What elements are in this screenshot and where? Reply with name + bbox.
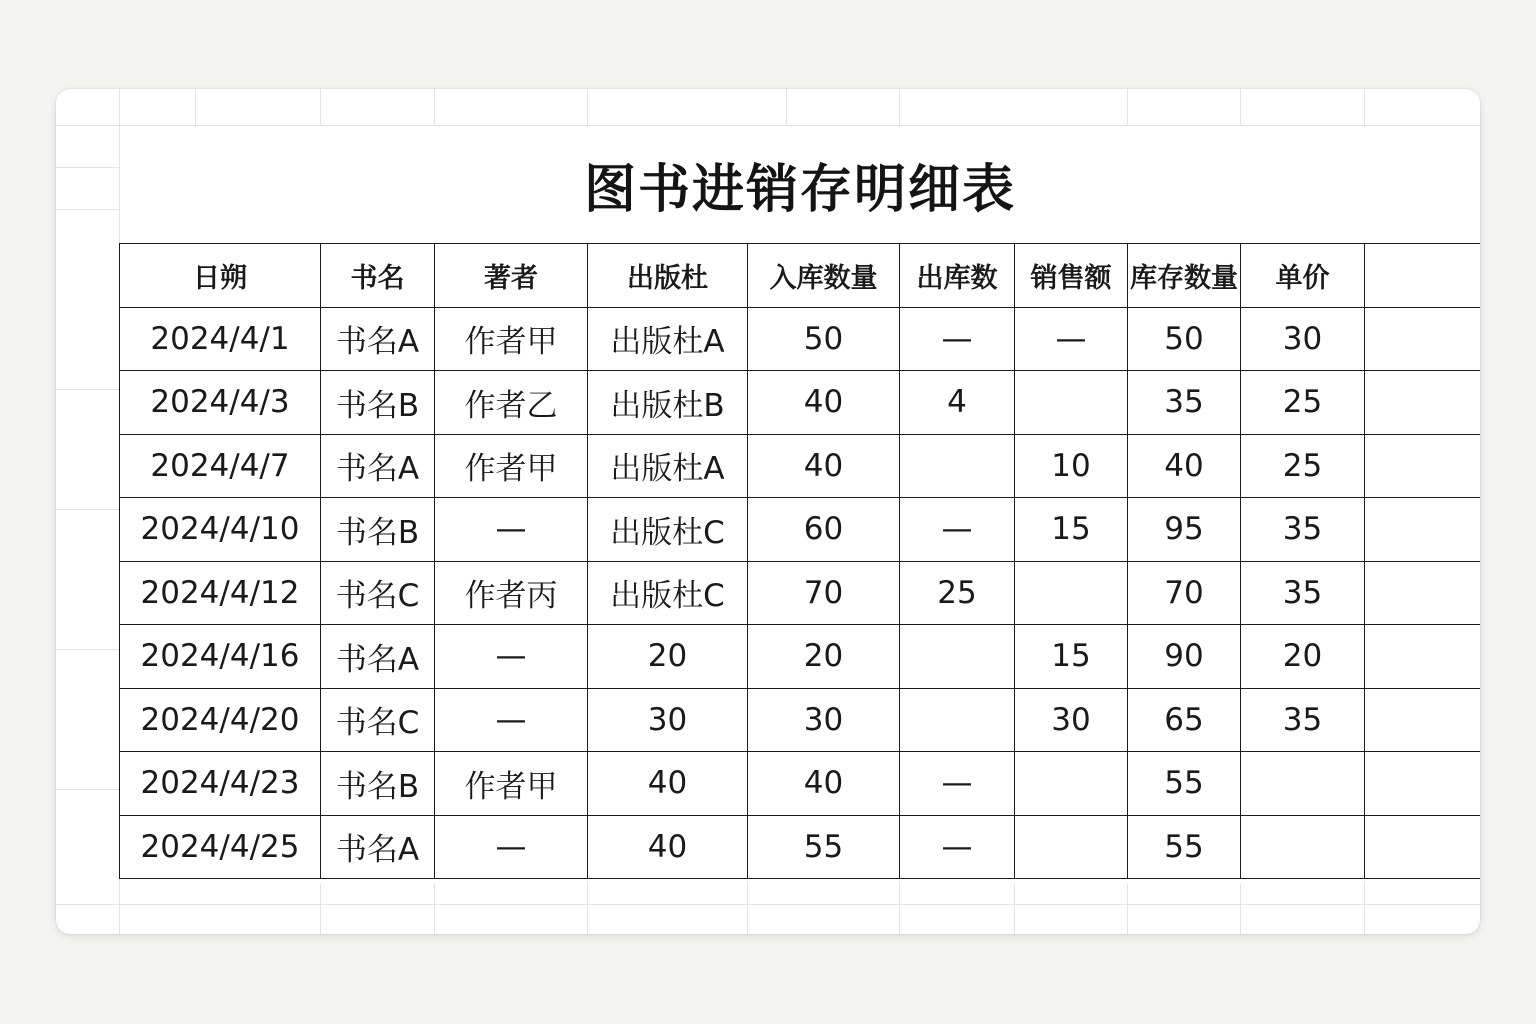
- table-cell[interactable]: 25: [1241, 434, 1365, 498]
- table-cell[interactable]: 作者甲: [435, 752, 588, 816]
- column-header[interactable]: 入库数量: [748, 244, 900, 308]
- table-cell[interactable]: 书名A: [321, 625, 435, 689]
- table-cell[interactable]: 25: [1241, 371, 1365, 435]
- column-header[interactable]: 销售额: [1015, 244, 1128, 308]
- table-cell[interactable]: 2024/4/23: [120, 752, 321, 816]
- grid-line: [1364, 89, 1365, 125]
- table-cell[interactable]: —: [435, 688, 588, 752]
- table-cell[interactable]: 2024/4/3: [120, 371, 321, 435]
- table-cell[interactable]: 书名C: [321, 688, 435, 752]
- table-cell[interactable]: 25: [900, 561, 1015, 625]
- grid-line: [1014, 883, 1015, 934]
- column-header[interactable]: [1365, 244, 1481, 308]
- table-cell[interactable]: 出版杜C: [588, 561, 748, 625]
- table-cell[interactable]: 20: [588, 625, 748, 689]
- grid-line: [56, 389, 119, 390]
- grid-line: [1127, 883, 1128, 934]
- table-cell[interactable]: 55: [1128, 752, 1241, 816]
- column-header[interactable]: 单价: [1241, 244, 1365, 308]
- table-cell[interactable]: 35: [1241, 561, 1365, 625]
- table-cell[interactable]: —: [900, 752, 1015, 816]
- table-row: [120, 561, 1481, 625]
- table-cell[interactable]: 15: [1015, 625, 1128, 689]
- table-cell[interactable]: 作者乙: [435, 371, 588, 435]
- table-cell[interactable]: 2024/4/10: [120, 498, 321, 562]
- grid-line: [56, 649, 119, 650]
- table-row: [120, 688, 1481, 752]
- grid-line: [195, 89, 196, 125]
- table-cell[interactable]: 70: [1128, 561, 1241, 625]
- sheet-title: 图书进销存明细表: [583, 159, 1016, 220]
- table-cell[interactable]: 出版杜B: [588, 371, 748, 435]
- table-cell[interactable]: [1365, 688, 1481, 752]
- grid-line: [1240, 89, 1241, 125]
- header-row: [120, 244, 1481, 308]
- table-cell[interactable]: 40: [748, 371, 900, 435]
- table-cell[interactable]: 40: [748, 752, 900, 816]
- table-cell[interactable]: 书名A: [321, 307, 435, 371]
- table-cell[interactable]: [1015, 752, 1128, 816]
- table-cell[interactable]: 出版杜A: [588, 307, 748, 371]
- table-cell[interactable]: —: [900, 815, 1015, 879]
- table-cell[interactable]: —: [435, 498, 588, 562]
- table-row: [120, 752, 1481, 816]
- grid-line: [1364, 883, 1365, 934]
- grid-line: [56, 209, 119, 210]
- table-row: [120, 498, 1481, 562]
- table-cell[interactable]: 书名A: [321, 815, 435, 879]
- grid-line: [899, 883, 900, 934]
- table-cell[interactable]: [1365, 561, 1481, 625]
- table-cell[interactable]: [1015, 815, 1128, 879]
- table-cell[interactable]: 2024/4/25: [120, 815, 321, 879]
- table-cell[interactable]: [900, 688, 1015, 752]
- table-cell[interactable]: 30: [1241, 307, 1365, 371]
- grid-line: [1127, 89, 1128, 125]
- table-cell[interactable]: 40: [1128, 434, 1241, 498]
- table-cell[interactable]: [1365, 307, 1481, 371]
- table-cell[interactable]: 书名C: [321, 561, 435, 625]
- table-cell[interactable]: [1241, 752, 1365, 816]
- table-cell[interactable]: 书名B: [321, 498, 435, 562]
- table-cell[interactable]: 55: [748, 815, 900, 879]
- grid-line: [56, 904, 1480, 905]
- table-cell[interactable]: 作者甲: [435, 434, 588, 498]
- table-cell[interactable]: 35: [1128, 371, 1241, 435]
- table-cell[interactable]: [1365, 752, 1481, 816]
- table-cell[interactable]: 2024/4/7: [120, 434, 321, 498]
- column-header[interactable]: 日朔: [120, 244, 321, 308]
- grid-line: [786, 89, 787, 125]
- table-cell[interactable]: 2024/4/16: [120, 625, 321, 689]
- spreadsheet-sheet: [56, 89, 1480, 934]
- column-header[interactable]: 库存数量: [1128, 244, 1241, 308]
- table-cell[interactable]: 20: [1241, 625, 1365, 689]
- column-header[interactable]: 出版杜: [588, 244, 748, 308]
- table-cell[interactable]: 35: [1241, 498, 1365, 562]
- grid-line: [587, 89, 588, 125]
- table-cell[interactable]: 2024/4/1: [120, 307, 321, 371]
- table-cell[interactable]: 作者丙: [435, 561, 588, 625]
- column-header[interactable]: 著者: [435, 244, 588, 308]
- column-header[interactable]: 书名: [321, 244, 435, 308]
- table-cell[interactable]: —: [900, 307, 1015, 371]
- grid-line: [587, 883, 588, 934]
- grid-line: [434, 89, 435, 125]
- column-header[interactable]: 出库数: [900, 244, 1015, 308]
- table-cell[interactable]: —: [1015, 307, 1128, 371]
- table-row: [120, 434, 1481, 498]
- table-cell[interactable]: 书名A: [321, 434, 435, 498]
- table-cell[interactable]: 95: [1128, 498, 1241, 562]
- table-cell[interactable]: [1015, 561, 1128, 625]
- table-cell[interactable]: 55: [1128, 815, 1241, 879]
- grid-line: [434, 883, 435, 934]
- table-cell[interactable]: [1365, 434, 1481, 498]
- table-cell[interactable]: 4: [900, 371, 1015, 435]
- table-cell[interactable]: [900, 434, 1015, 498]
- table-cell[interactable]: 30: [748, 688, 900, 752]
- table-cell[interactable]: 书名B: [321, 371, 435, 435]
- table-cell[interactable]: [1365, 625, 1481, 689]
- table-cell[interactable]: 30: [588, 688, 748, 752]
- table-cell[interactable]: [1365, 815, 1481, 879]
- table-row: [120, 625, 1481, 689]
- table-cell[interactable]: [1241, 815, 1365, 879]
- table-cell[interactable]: 出版杜A: [588, 434, 748, 498]
- table-cell[interactable]: —: [435, 625, 588, 689]
- table-cell[interactable]: 60: [748, 498, 900, 562]
- table-cell[interactable]: 10: [1015, 434, 1128, 498]
- grid-line: [56, 167, 119, 168]
- table-cell[interactable]: 90: [1128, 625, 1241, 689]
- table-row: [120, 307, 1481, 371]
- table-cell[interactable]: —: [900, 498, 1015, 562]
- table-cell[interactable]: 70: [748, 561, 900, 625]
- table-cell[interactable]: 40: [588, 815, 748, 879]
- table-cell[interactable]: 15: [1015, 498, 1128, 562]
- table-cell[interactable]: 20: [748, 625, 900, 689]
- table-cell[interactable]: 作者甲: [435, 307, 588, 371]
- table-cell[interactable]: 50: [1128, 307, 1241, 371]
- table-cell[interactable]: 2024/4/12: [120, 561, 321, 625]
- grid-line: [320, 89, 321, 125]
- grid-line: [899, 89, 900, 125]
- table-cell[interactable]: [1365, 498, 1481, 562]
- table-cell[interactable]: 50: [748, 307, 900, 371]
- grid-line: [747, 883, 748, 934]
- table-cell[interactable]: [1015, 371, 1128, 435]
- table-cell[interactable]: 2024/4/20: [120, 688, 321, 752]
- table-row: [120, 371, 1481, 435]
- table-cell[interactable]: 40: [748, 434, 900, 498]
- inventory-table: [119, 243, 1480, 879]
- table-cell[interactable]: 35: [1241, 688, 1365, 752]
- table-row: [120, 815, 1481, 879]
- table-cell[interactable]: 30: [1015, 688, 1128, 752]
- table-cell[interactable]: 书名B: [321, 752, 435, 816]
- table-cell[interactable]: [1365, 371, 1481, 435]
- grid-line: [320, 883, 321, 934]
- table-cell[interactable]: [900, 625, 1015, 689]
- grid-line: [1240, 883, 1241, 934]
- table-cell[interactable]: 65: [1128, 688, 1241, 752]
- table-cell[interactable]: —: [435, 815, 588, 879]
- grid-line: [56, 509, 119, 510]
- table-cell[interactable]: 40: [588, 752, 748, 816]
- grid-line: [56, 789, 119, 790]
- table-cell[interactable]: 出版杜C: [588, 498, 748, 562]
